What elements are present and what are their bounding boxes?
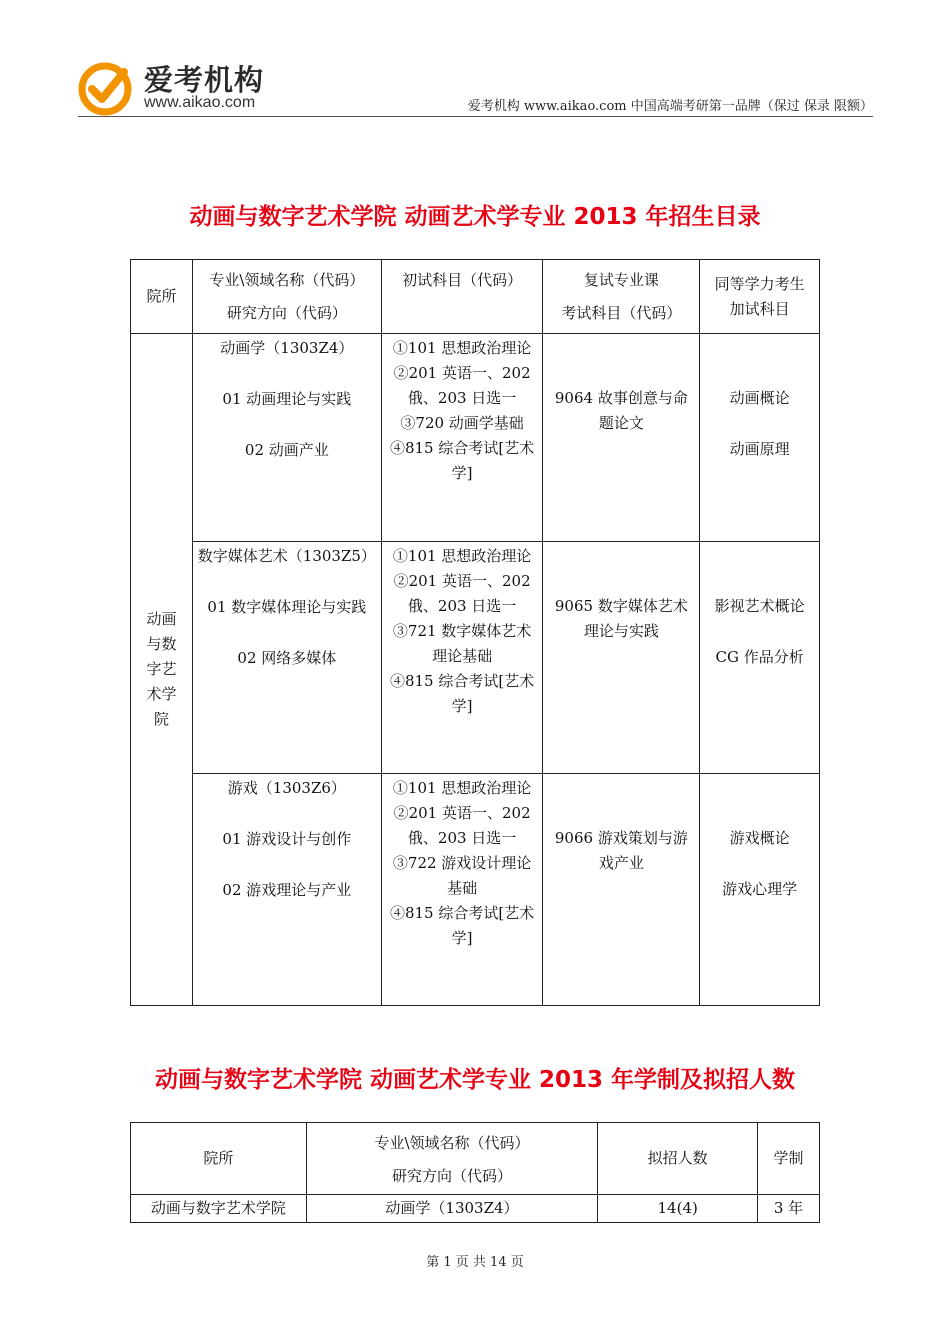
count-cell: 14(4) [598,1195,758,1223]
header-tagline: 爱考机构 www.aikao.com 中国高端考研第一品牌（保过 保录 限额） [467,99,873,114]
enrollment-title: 动画与数字艺术学院 动画艺术学专业 2013 年学制及拟招人数 [154,1067,796,1093]
major-cell: 动画学（1303Z4） 01 动画理论与实践 02 动画产业 [192,334,381,542]
extra-exam-cell: 游戏概论 游戏心理学 [700,774,820,1006]
logo-url: www.aikao.com [144,94,256,111]
enrollment-table [130,1122,820,1223]
major-cell: 数字媒体艺术（1303Z5） 01 数字媒体理论与实践 02 网络多媒体 [192,542,381,774]
table-row [131,542,820,774]
initial-exam-cell: ①101 思想政治理论 ②201 英语一、202 俄、203 日选一 ③720 动画学基础 ④815 综合考试[艺术学] [381,334,543,542]
initial-exam-cell: ①101 思想政治理论 ②201 英语一、202 俄、203 日选一 ③721 数字媒体艺术理论基础 ④815 综合考试[艺术学] [381,542,543,774]
checkmark-logo-icon [78,62,132,116]
admission-catalog-table [130,259,820,1006]
retest-cell: 9064 故事创意与命题论文 [543,334,700,542]
header-planned-count: 拟招人数 [598,1123,758,1195]
extra-exam-cell: 动画概论 动画原理 [700,334,820,542]
catalog-title: 动画与数字艺术学院 动画艺术学专业 2013 年招生目录 [189,204,761,230]
header-extra-exam: 同等学力考生 加试科目 [700,260,820,334]
table-row [131,774,820,1006]
header-major: 专业\领域名称（代码） 研究方向（代码） [306,1123,598,1195]
header-major: 专业\领域名称（代码） 研究方向（代码） [192,260,381,334]
table-row [131,334,820,542]
table-header-row [131,1123,820,1195]
header-duration: 学制 [758,1123,820,1195]
page-footer: 第 1 页 共 14 页 [426,1255,524,1270]
table-header-row [131,260,820,334]
page-header [78,52,873,117]
header-retest: 复试专业课 考试科目（代码） [543,260,700,334]
header-initial-exam: 初试科目（代码） [381,260,543,334]
table-row [131,1195,820,1223]
header-institute: 院所 [131,1123,307,1195]
logo-text: 爱考机构 [144,63,265,97]
duration-cell: 3 年 [758,1195,820,1223]
retest-cell: 9065 数字媒体艺术理论与实践 [543,542,700,774]
extra-exam-cell: 影视艺术概论 CG 作品分析 [700,542,820,774]
initial-exam-cell: ①101 思想政治理论 ②201 英语一、202 俄、203 日选一 ③722 游戏设计理论基础 ④815 综合考试[艺术学] [381,774,543,1006]
retest-cell: 9066 游戏策划与游戏产业 [543,774,700,1006]
major-cell: 游戏（1303Z6） 01 游戏设计与创作 02 游戏理论与产业 [192,774,381,1006]
institute-cell: 动画与数字艺术学院 [131,1195,307,1223]
institute-cell: 动画与数字艺术学院 [131,334,193,1006]
major-cell: 动画学（1303Z4） [306,1195,598,1223]
header-institute: 院所 [131,260,193,334]
